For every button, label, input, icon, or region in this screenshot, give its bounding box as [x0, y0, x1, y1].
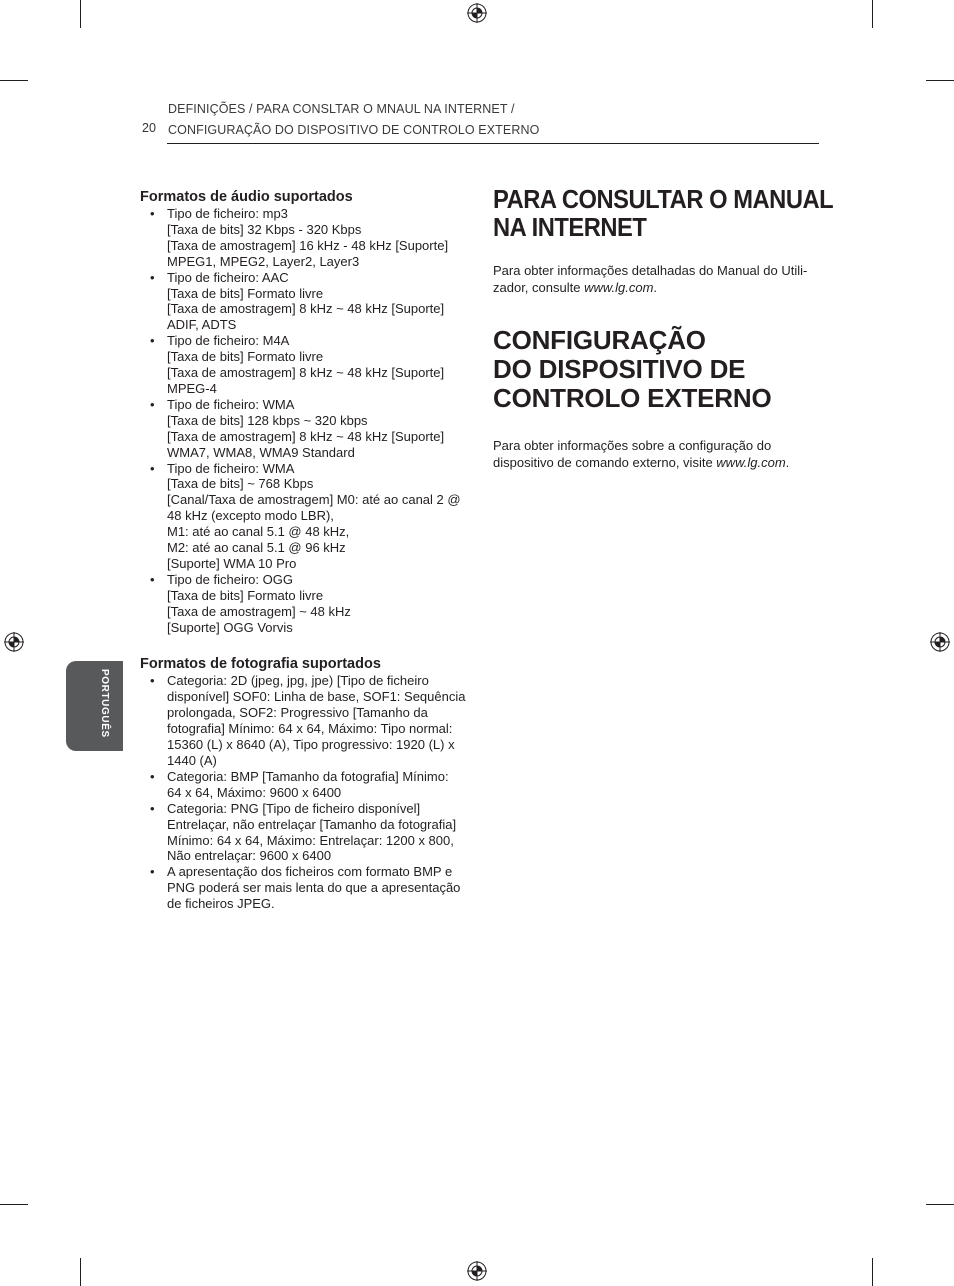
- left-column: [140, 188, 470, 912]
- control-link[interactable]: www.lg.com: [716, 454, 786, 470]
- audio-item-line: M2: até ao canal 5.1 @ 96 kHz: [167, 540, 346, 556]
- audio-item-line: [Taxa de amostragem] ~ 48 kHz: [167, 603, 351, 619]
- audio-item-line: • Tipo de ficheiro: M4A: [167, 333, 290, 349]
- manual-para-line-2: zador, consulte: [493, 279, 585, 295]
- manual-title-line-2: NA INTERNET: [493, 214, 647, 242]
- audio-item-line: [Suporte] WMA 10 Pro: [167, 555, 297, 571]
- page-number: 20: [142, 121, 156, 135]
- registration-mark-icon: [466, 1260, 488, 1282]
- audio-item-line: [Taxa de bits] ~ 768 Kbps: [167, 476, 314, 492]
- photo-item-line: disponível] SOF0: Linha de base, SOF1: Sequência: [167, 689, 466, 705]
- photo-item-line: PNG poderá ser mais lenta do que a apresentação: [167, 880, 461, 896]
- audio-item-line: MPEG1, MPEG2, Layer2, Layer3: [167, 253, 360, 269]
- audio-item-line: [Taxa de bits] 128 kbps ~ 320 kbps: [167, 412, 368, 428]
- registration-mark-icon: [466, 2, 488, 24]
- photo-item-line: de ficheiros JPEG.: [167, 896, 275, 912]
- crop-mark: [872, 1258, 873, 1286]
- audio-item-line: 48 kHz (excepto modo LBR),: [167, 508, 334, 524]
- audio-item-line: [Suporte] OGG Vorvis: [167, 619, 293, 635]
- photo-item-line: prolongada, SOF2: Progressivo [Tamanho da: [167, 705, 428, 721]
- photo-item-line: 1440 (A): [167, 753, 217, 768]
- audio-formats-list: [140, 206, 470, 635]
- audio-item-line: • Tipo de ficheiro: OGG: [167, 571, 293, 587]
- audio-item-line: WMA7, WMA8, WMA9 Standard: [167, 444, 355, 460]
- audio-item-line: [Taxa de amostragem] 8 kHz ~ 48 kHz [Suporte]: [167, 428, 445, 444]
- breadcrumb-line-1: DEFINIÇÕES / PARA CONSLTAR O MNAUL NA INTERNET /: [168, 102, 515, 116]
- audio-item-line: [Taxa de bits] Formato livre: [167, 285, 324, 301]
- photo-formats-list: [140, 673, 470, 912]
- registration-mark-icon: [3, 631, 25, 653]
- audio-item-line: • Tipo de ficheiro: WMA: [167, 460, 295, 476]
- photo-formats-heading: Formatos de fotografia suportados: [140, 656, 381, 673]
- crop-mark: [926, 80, 954, 81]
- audio-list-item: [140, 397, 470, 461]
- registration-mark-icon: [929, 631, 951, 653]
- crop-mark: [80, 1258, 81, 1286]
- audio-formats-heading: Formatos de áudio suportados: [140, 189, 353, 205]
- right-column: [493, 186, 834, 471]
- manual-para-line-1: Para obter informações detalhadas do Manual do Utili-: [493, 263, 808, 278]
- control-para-suffix: .: [785, 454, 790, 470]
- manual-para-suffix: .: [653, 279, 658, 295]
- header-divider: [167, 143, 819, 144]
- audio-item-line: • Tipo de ficheiro: WMA: [167, 396, 295, 412]
- photo-item-line: Entrelaçar, não entrelaçar [Tamanho da fotografia]: [167, 816, 457, 832]
- crop-mark: [0, 1204, 28, 1205]
- photo-list-item: [140, 769, 470, 801]
- photo-item-line: 64 x 64, Máximo: 9600 x 6400: [167, 784, 342, 800]
- manual-title-line-1: PARA CONSULTAR O MANUAL: [493, 186, 834, 214]
- audio-item-line: ADIF, ADTS: [167, 317, 237, 333]
- audio-item-line: [Taxa de bits] 32 Kbps - 320 Kbps: [167, 221, 362, 237]
- audio-item-line: • Tipo de ficheiro: mp3: [167, 206, 288, 221]
- audio-item-line: [Taxa de bits] Formato livre: [167, 349, 324, 365]
- audio-list-item: [140, 270, 470, 334]
- audio-item-line: [Taxa de bits] Formato livre: [167, 587, 324, 603]
- audio-item-line: [Canal/Taxa de amostragem] M0: até ao canal 2 @: [167, 492, 461, 508]
- control-section-title: [493, 326, 823, 413]
- manual-link[interactable]: www.lg.com: [584, 279, 654, 295]
- control-title-line-3: CONTROLO EXTERNO: [493, 383, 772, 413]
- breadcrumb-line-2: CONFIGURAÇÃO DO DISPOSITIVO DE CONTROLO EXTERNO: [168, 123, 540, 137]
- photo-item-line: • Categoria: BMP [Tamanho da fotografia] Mínimo:: [167, 768, 449, 784]
- crop-mark: [80, 0, 81, 28]
- manual-section-paragraph: [493, 263, 823, 296]
- audio-list-item: [140, 333, 470, 397]
- control-title-line-2: DO DISPOSITIVO DE: [493, 354, 746, 384]
- manual-section-title: [493, 186, 834, 242]
- photo-list-item: [140, 864, 470, 912]
- audio-list-item: [140, 206, 470, 270]
- photo-item-line: • A apresentação dos ficheiros com formato BMP e: [167, 864, 453, 880]
- photo-item-line: 15360 (L) x 8640 (A), Tipo progressivo: 1920 (L) x: [167, 737, 455, 753]
- crop-mark: [926, 1204, 954, 1205]
- audio-item-line: [Taxa de amostragem] 16 kHz - 48 kHz [Suporte]: [167, 237, 449, 253]
- control-para-line-1: Para obter informações sobre a configuração do: [493, 438, 772, 453]
- photo-item-line: • Categoria: 2D (jpeg, jpg, jpe) [Tipo de ficheiro: [167, 673, 429, 689]
- photo-item-line: Mínimo: 64 x 64, Máximo: Entrelaçar: 1200 x 800,: [167, 832, 454, 848]
- photo-item-line: fotografia] Mínimo: 64 x 64, Máximo: Tipo normal:: [167, 721, 453, 737]
- audio-list-item: [140, 572, 470, 636]
- control-para-line-2: dispositivo de comando externo, visite: [493, 454, 717, 470]
- audio-item-line: MPEG-4: [167, 380, 217, 396]
- audio-list-item: [140, 461, 470, 572]
- photo-item-line: Não entrelaçar: 9600 x 6400: [167, 848, 332, 864]
- crop-mark: [0, 80, 28, 81]
- audio-item-line: M1: até ao canal 5.1 @ 48 kHz,: [167, 524, 350, 540]
- language-tab: [66, 661, 123, 751]
- photo-list-item: [140, 673, 470, 768]
- language-tab-label: PORTUGUÊS: [99, 669, 110, 738]
- audio-item-line: [Taxa de amostragem] 8 kHz ~ 48 kHz [Suporte]: [167, 301, 445, 317]
- control-section-paragraph: [493, 438, 823, 471]
- crop-mark: [872, 0, 873, 28]
- audio-item-line: [Taxa de amostragem] 8 kHz ~ 48 kHz [Suporte]: [167, 365, 445, 381]
- audio-item-line: • Tipo de ficheiro: AAC: [167, 269, 289, 285]
- photo-item-line: • Categoria: PNG [Tipo de ficheiro disponível]: [167, 800, 421, 816]
- control-title-line-1: CONFIGURAÇÃO: [493, 325, 706, 355]
- photo-list-item: [140, 801, 470, 865]
